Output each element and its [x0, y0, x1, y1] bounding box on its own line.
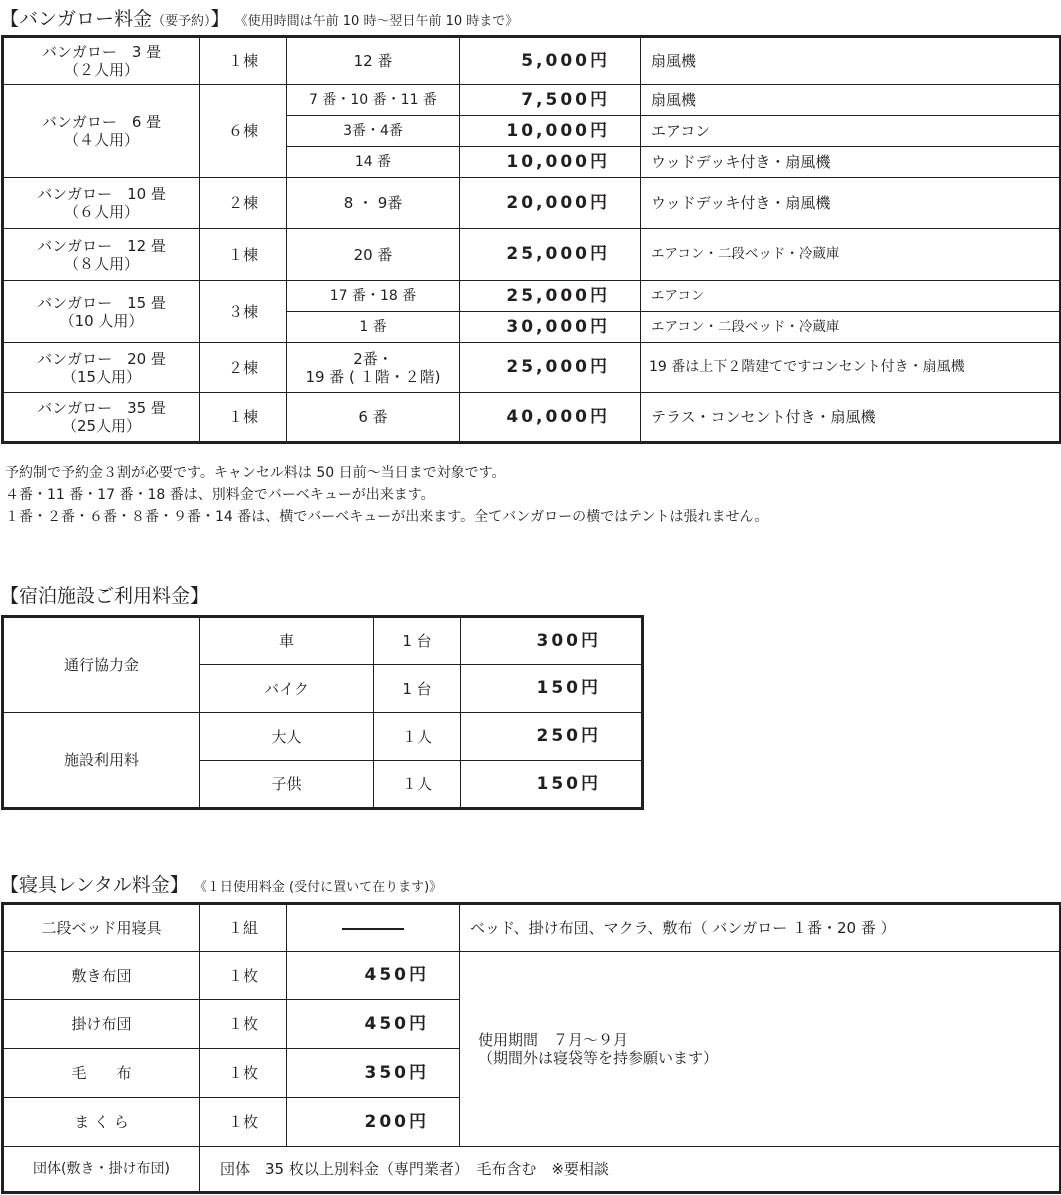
bungalow-number: 2番・ 19 番 ( １階・２階) [287, 343, 460, 393]
bedding-unit: １枚 [200, 1000, 287, 1049]
bungalow-price: 30,000円 [460, 312, 641, 343]
note-line: １番・２番・６番・８番・９番・14 番は、横でバーベキューが出来ます。全てバンガローの横ではテントは張れません。 [5, 509, 769, 525]
bungalow-type: バンガロー 3 畳 （２人用） [3, 37, 200, 85]
note-line: 予約制で予約金３割が必要です。キャンセル料は 50 日前～当日まで対象です。 [5, 465, 506, 481]
facility-heading [0, 581, 209, 608]
table-row [3, 617, 643, 665]
bungalow-note: エアコン・二段ベッド・冷蔵庫 [641, 229, 1061, 281]
table-row [3, 178, 1061, 229]
bungalow-count: １棟 [200, 393, 287, 443]
bungalow-title-close: 】 [210, 8, 230, 30]
facility-price: 150円 [461, 665, 643, 713]
bedding-heading [0, 870, 442, 897]
bungalow-number: 14 番 [287, 147, 460, 178]
bedding-unit: １枚 [200, 952, 287, 1000]
dash-line [287, 904, 460, 952]
table-row [3, 713, 643, 761]
table-row [3, 229, 1061, 281]
bungalow-note: テラス・コンセント付き・扇風機 [641, 393, 1061, 443]
bedding-subtitle: 《１日使用料金 (受付に置いて在ります)》 [193, 880, 443, 895]
bedding-name: 毛 布 [3, 1049, 200, 1098]
bedding-name: 敷き布団 [3, 952, 200, 1000]
bungalow-number: 1 番 [287, 312, 460, 343]
bungalow-type: バンガロー 6 畳 （４人用） [3, 85, 200, 178]
bedding-unit: １組 [200, 904, 287, 952]
bungalow-price: 40,000円 [460, 393, 641, 443]
bedding-price: 450円 [287, 952, 460, 1000]
bungalow-count: ２棟 [200, 343, 287, 393]
bungalow-price: 7,500円 [460, 85, 641, 116]
facility-price: 150円 [461, 761, 643, 809]
note-line: ４番・11 番・17 番・18 番は、別料金でバーベキューが出来ます。 [5, 487, 435, 503]
bedding-name: 二段ベッド用寝具 [3, 904, 200, 952]
bungalow-note: 扇風機 [641, 85, 1061, 116]
bungalow-note: 19 番は上下２階建てですコンセント付き・扇風機 [641, 343, 1061, 393]
bedding-bunk-note: ベッド、掛け布団、マクラ、敷布（ バンガロー １番・20 番 ） [460, 904, 1061, 952]
facility-price: 300円 [461, 617, 643, 665]
bungalow-price: 25,000円 [460, 229, 641, 281]
bungalow-hours: 《使用時間は午前 10 時～翌日午前 10 時まで》 [234, 14, 519, 29]
bungalow-note: エアコン [641, 281, 1061, 312]
bedding-price: 450円 [287, 1000, 460, 1049]
facility-unit: １人 [374, 761, 461, 809]
bungalow-price: 25,000円 [460, 281, 641, 312]
bedding-name: ま く ら [3, 1098, 200, 1147]
bungalow-number: 3番・4番 [287, 116, 460, 147]
bungalow-note: エアコン・二段ベッド・冷蔵庫 [641, 312, 1061, 343]
bungalow-heading [0, 4, 518, 31]
facility-unit: 1 台 [374, 665, 461, 713]
facility-item: 大人 [200, 713, 374, 761]
table-row [3, 904, 1061, 952]
period-line: 使用期間 ７月～９月 [478, 1031, 629, 1049]
bedding-unit: １枚 [200, 1049, 287, 1098]
bungalow-number: 6 番 [287, 393, 460, 443]
facility-title: 【宿泊施設ご利用料金】 [0, 585, 210, 607]
facility-price: 250円 [461, 713, 643, 761]
bedding-group-note: 団体 35 枚以上別料金（専門業者） 毛布含む ※要相談 [200, 1147, 1061, 1193]
bungalow-type: バンガロー 10 畳 （６人用） [3, 178, 200, 229]
bungalow-title: 【バンガロー料金 [0, 8, 153, 30]
table-row [3, 952, 1061, 1000]
bungalow-type: バンガロー 15 畳 （10 人用） [3, 281, 200, 343]
bungalow-number: 17 番・18 番 [287, 281, 460, 312]
bungalow-type: バンガロー 35 畳 （25人用） [3, 393, 200, 443]
bungalow-note: 扇風機 [641, 37, 1061, 85]
table-row [3, 343, 1061, 393]
bungalow-type: バンガロー 12 畳 （８人用） [3, 229, 200, 281]
facility-group: 通行協力金 [3, 617, 200, 713]
bungalow-number: 8 ・ 9番 [287, 178, 460, 229]
bungalow-table [1, 35, 1061, 444]
bedding-group-name: 団体(敷き・掛け布団) [3, 1147, 200, 1193]
bungalow-number: 7 番・10 番・11 番 [287, 85, 460, 116]
bedding-unit: １枚 [200, 1098, 287, 1147]
bungalow-note: ウッドデッキ付き・扇風機 [641, 147, 1061, 178]
bungalow-count: ２棟 [200, 178, 287, 229]
bungalow-price: 10,000円 [460, 116, 641, 147]
facility-item: 子供 [200, 761, 374, 809]
table-row [3, 393, 1061, 443]
bungalow-price: 20,000円 [460, 178, 641, 229]
bungalow-title-sub: （要予約） [152, 14, 211, 29]
bungalow-count: １棟 [200, 229, 287, 281]
bungalow-type: バンガロー 20 畳 （15人用） [3, 343, 200, 393]
bungalow-price: 10,000円 [460, 147, 641, 178]
bedding-price: 200円 [287, 1098, 460, 1147]
bungalow-count: ６棟 [200, 85, 287, 178]
facility-unit: 1 台 [374, 617, 461, 665]
facility-item: 車 [200, 617, 374, 665]
bedding-title: 【寝具レンタル料金】 [0, 874, 189, 896]
facility-item: バイク [200, 665, 374, 713]
bungalow-price: 5,000円 [460, 37, 641, 85]
bedding-name: 掛け布団 [3, 1000, 200, 1049]
bedding-table [1, 902, 1061, 1194]
bungalow-price: 25,000円 [460, 343, 641, 393]
facility-table [1, 615, 644, 810]
facility-unit: １人 [374, 713, 461, 761]
bungalow-note: エアコン [641, 116, 1061, 147]
bungalow-count: １棟 [200, 37, 287, 85]
bedding-price: 350円 [287, 1049, 460, 1098]
table-row [3, 281, 1061, 312]
reservation-notes [5, 462, 768, 528]
facility-group: 施設利用料 [3, 713, 200, 809]
bungalow-number: 12 番 [287, 37, 460, 85]
bungalow-number: 20 番 [287, 229, 460, 281]
period-line: （期間外は寝袋等を持参願います） [478, 1049, 719, 1067]
bungalow-note: ウッドデッキ付き・扇風機 [641, 178, 1061, 229]
bedding-period [460, 952, 1061, 1147]
table-row [3, 1147, 1061, 1193]
table-row [3, 37, 1061, 85]
bungalow-count: ３棟 [200, 281, 287, 343]
table-row [3, 85, 1061, 116]
